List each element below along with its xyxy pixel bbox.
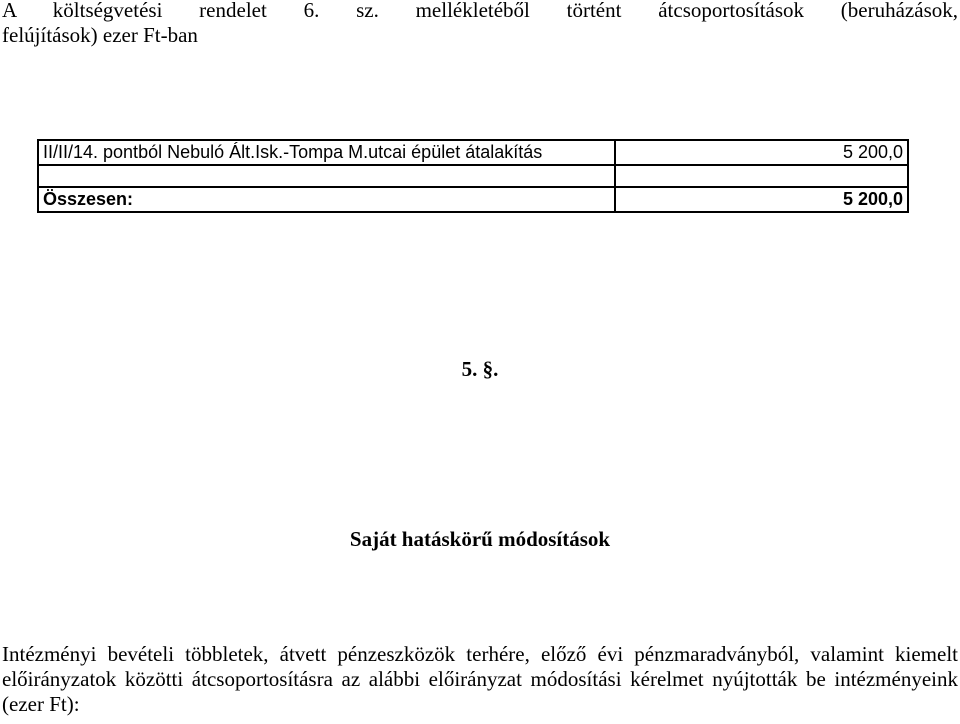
row-amount [615, 165, 908, 187]
section-number: 5. §. [461, 357, 499, 381]
section-title: Saját hatáskörű módosítások [349, 527, 611, 551]
table-row [38, 165, 908, 187]
row-description [38, 165, 615, 187]
reallocation-table [37, 139, 909, 213]
total-label: Összesen: [38, 187, 615, 212]
total-amount: 5 200,0 [615, 187, 908, 212]
intro-heading-line-1: A költségvetési rendelet 6. sz. mellékletéből történt átcsoportosítások (beruházások, [2, 0, 958, 22]
table-row [38, 140, 908, 165]
table-total-row [38, 187, 908, 212]
intro-heading-line-2: felújítások) ezer Ft-ban [2, 23, 198, 47]
body-paragraph: Intézményi bevételi többletek, átvett pénzeszközök terhére, előző évi pénzmaradványból, valamint kiemelt előirányzatok közötti átcsoportosításra az alábbi előirányzat módosítási kérelmet nyújtották be intézményeink (ezer Ft): [2, 642, 958, 716]
intro-heading [2, 0, 958, 48]
row-amount: 5 200,0 [615, 140, 908, 165]
row-description: II/II/14. pontból Nebuló Ált.Isk.-Tompa M.utcai épület átalakítás [38, 140, 615, 165]
